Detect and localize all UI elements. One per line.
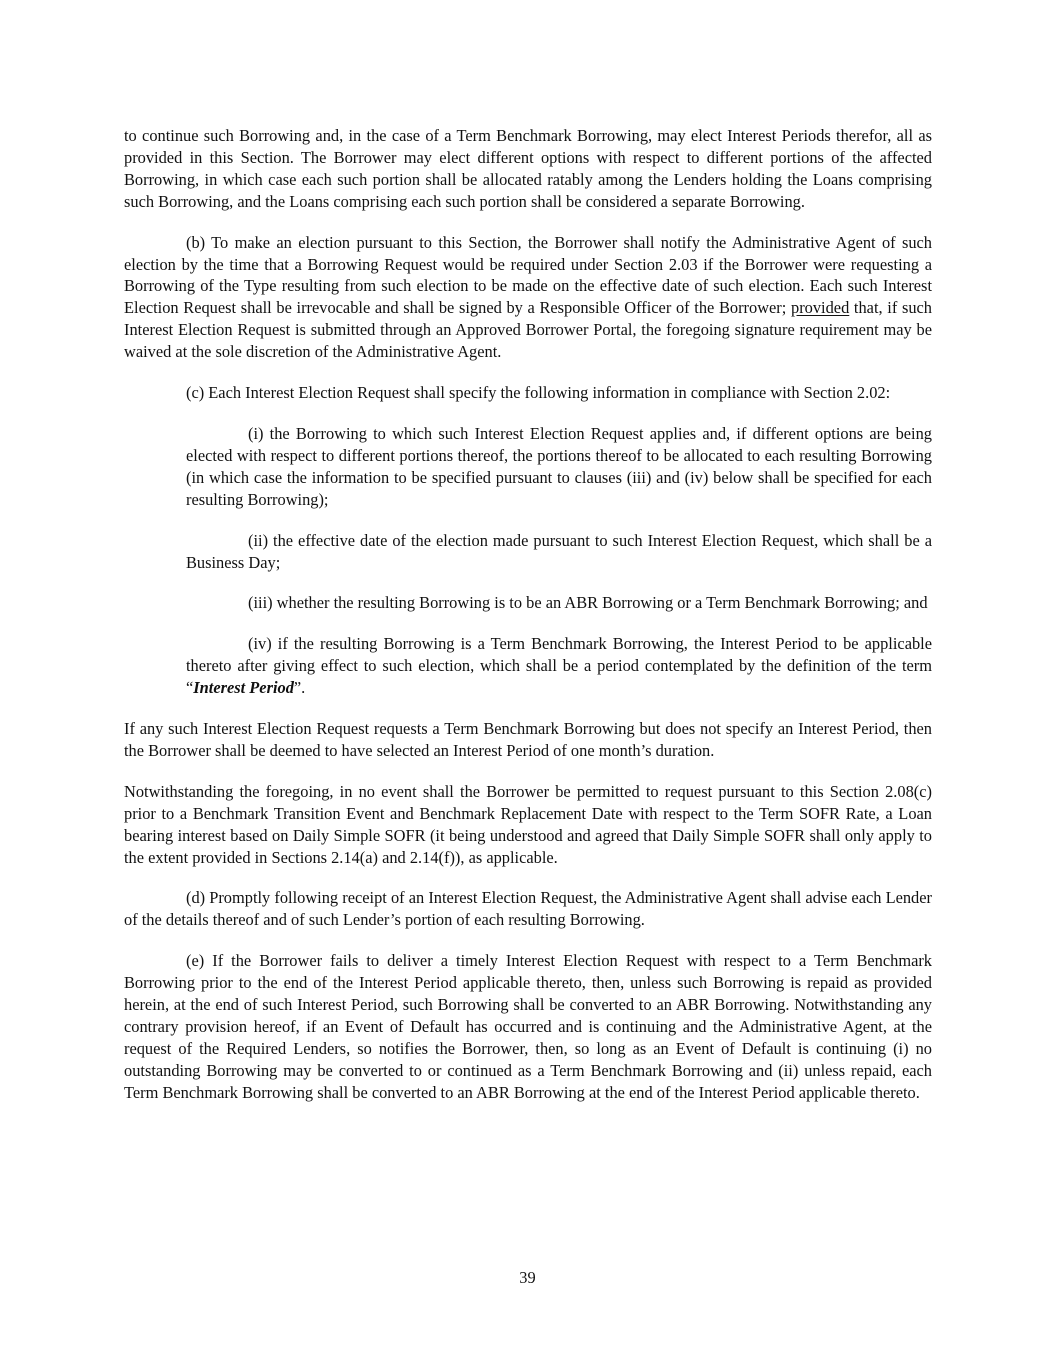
paragraph-b xyxy=(124,232,932,363)
paragraph-d: (d) Promptly following receipt of an Interest Election Request, the Administrative Agent shall advise each Lender of the details thereof and of such Lender’s portion of each resulting Borrowing. xyxy=(124,888,932,930)
clause-i: (i) the Borrowing to which such Interest Election Request applies and, if different options are being elected with respect to different portions thereof, the portions thereof to be allocated to each resulting Borrowing (in which case the information to be specified pursuant to clauses (iii) and (iv) below shall be specified for each resulting Borrowing); xyxy=(186,423,932,509)
paragraph-notwithstanding: Notwithstanding the foregoing, in no event shall the Borrower be permitted to request pursuant to this Section 2.08(c) prior to a Benchmark Transition Event and Benchmark Replacement Date with respect to the Term SOFR Rate, a Loan bearing interest based on Daily Simple SOFR (it being understood and agreed that Daily Simple SOFR shall only apply to the extent provided in Sections 2.14(a) and 2.14(f)), as applicable. xyxy=(124,781,932,867)
clause-iv xyxy=(186,633,932,699)
paragraph-b-text-start: (b) To make an election pursuant to this Section, the Borrower shall notify the Administrative Agent of such election by the time that a Borrowing Request would be required under Section 2.03 if the Borrower were requesting a Borrowing of the Type resulting from such election to be made on the effective date of such election. Each such Interest Election Request shall be irrevocable and shall be signed by a Responsible Officer of the Borrower; xyxy=(124,232,932,318)
paragraph-b-text-end: that, if such Interest Election Request is submitted through an Approved Borrower Portal, the foregoing signature requirement may be waived at the sole discretion of the Administrative Agent. xyxy=(124,298,933,362)
interest-period-term: Interest Period xyxy=(193,678,294,698)
document-body xyxy=(124,125,932,1123)
clause-iv-text-end: ”. xyxy=(293,678,306,698)
page-number: 39 xyxy=(519,1268,536,1287)
paragraph-interest-period-default: If any such Interest Election Request requests a Term Benchmark Borrowing but does not specify an Interest Period, then the Borrower shall be deemed to have selected an Interest Period of one month’s duration. xyxy=(124,719,932,760)
clause-iv-text-start: (iv) if the resulting Borrowing is a Term Benchmark Borrowing, the Interest Period to be applicable thereto after giving effect to such election, which shall be a period contemplated by the definition of the term “ xyxy=(186,634,932,698)
paragraph-c: (c) Each Interest Election Request shall specify the following information in compliance with Section 2.02: xyxy=(186,383,891,403)
clause-ii: (ii) the effective date of the election made pursuant to such Interest Election Request, which shall be a Business Day; xyxy=(186,530,932,572)
paragraph-continuation: to continue such Borrowing and, in the case of a Term Benchmark Borrowing, may elect Interest Periods therefor, all as provided in this Section. The Borrower may elect different options with respect to different portions of the affected Borrowing, in which case each such portion shall be allocated ratably among the Lenders holding the Loans comprising such Borrowing, and the Loans comprising each such portion shall be considered a separate Borrowing. xyxy=(124,126,932,211)
provided-term: provided xyxy=(791,298,850,318)
clause-iii: (iii) whether the resulting Borrowing is to be an ABR Borrowing or a Term Benchmark Borrowing; and xyxy=(248,593,928,613)
paragraph-e: (e) If the Borrower fails to deliver a timely Interest Election Request with respect to a Term Benchmark Borrowing prior to the end of the Interest Period applicable thereto, then, unless such Borrowing is repaid as provided herein, at the end of such Interest Period, such Borrowing shall be converted to an ABR Borrowing. Notwithstanding any contrary provision hereof, if an Event of Default has occurred and is continuing and the Administrative Agent, at the request of the Required Lenders, so notifies the Borrower, then, so long as an Event of Default is continuing (i) no outstanding Borrowing may be converted to or continued as a Term Benchmark Borrowing and (ii) unless repaid, each Term Benchmark Borrowing shall be converted to an ABR Borrowing at the end of the Interest Period applicable thereto. xyxy=(124,951,932,1102)
